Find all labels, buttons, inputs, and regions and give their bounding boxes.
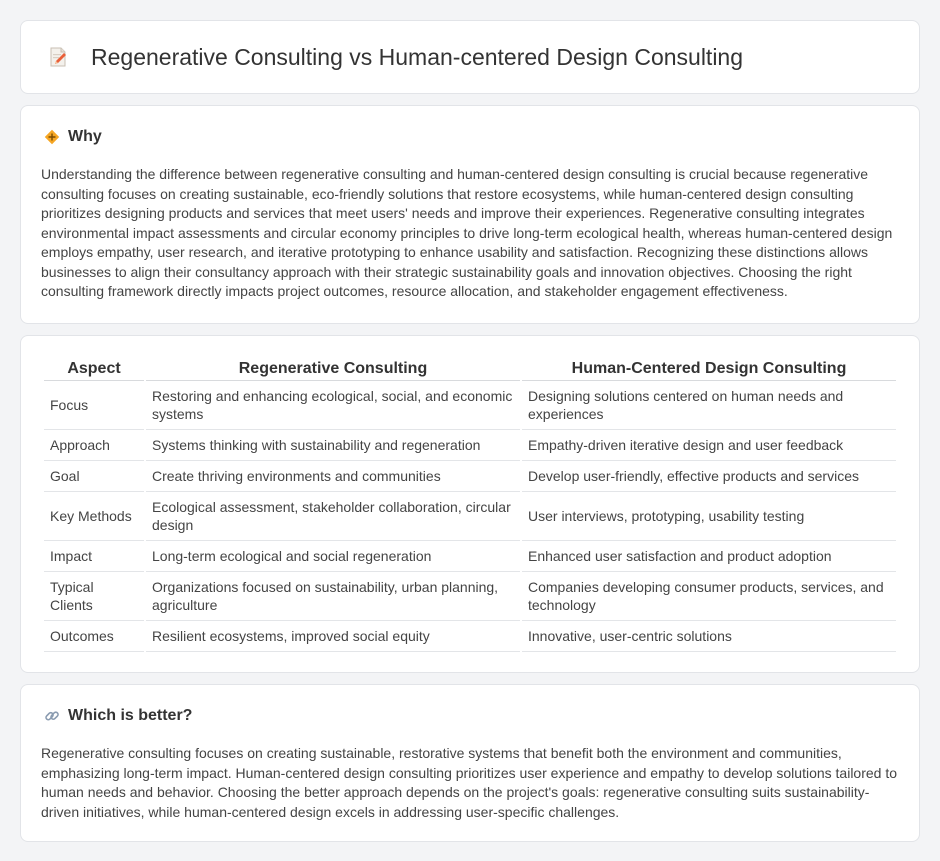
cell-aspect: Goal (44, 461, 144, 492)
header-card (20, 20, 920, 94)
cell-human-centered: Enhanced user satisfaction and product adoption (522, 541, 896, 572)
cell-human-centered: User interviews, prototyping, usability testing (522, 492, 896, 541)
table-row (44, 492, 896, 541)
why-heading-label: Why (68, 128, 102, 145)
cell-human-centered: Empathy-driven iterative design and user feedback (522, 430, 896, 461)
cell-aspect: Focus (44, 381, 144, 430)
why-section (20, 105, 920, 324)
header-human-centered: Human-Centered Design Consulting (522, 356, 896, 381)
cell-regenerative: Systems thinking with sustainability and regeneration (146, 430, 520, 461)
header-regenerative: Regenerative Consulting (146, 356, 520, 381)
cell-regenerative: Organizations focused on sustainability, urban planning, agriculture (146, 572, 520, 621)
cell-regenerative: Ecological assessment, stakeholder collaboration, circular design (146, 492, 520, 541)
better-heading (41, 707, 899, 725)
why-text: Understanding the difference between regenerative consulting and human-centered design consulting is crucial because regenerative consulting focuses on creating sustainable, eco-friendly solutions that restore ecosystems, while human-centered design consulting prioritizes designing products and services that meet users' needs and improve their experiences. Regenerative consulting integrates environmental impact assessments and circular economy principles to drive long-term ecological health, whereas human-centered design employs empathy, user research, and iterative prototyping to enhance usability and satisfaction. Recognizing these distinctions allows businesses to align their consultancy approach with their strategic sustainability goals and innovation objectives. Choosing the right consulting framework directly impacts project outcomes, resource allocation, and stakeholder engagement effectiveness. (41, 166, 893, 299)
cell-human-centered: Designing solutions centered on human needs and experiences (522, 381, 896, 430)
cell-aspect: Approach (44, 430, 144, 461)
cell-aspect: Outcomes (44, 621, 144, 652)
cell-aspect: Impact (44, 541, 144, 572)
cell-regenerative: Create thriving environments and communities (146, 461, 520, 492)
cell-aspect: Key Methods (44, 492, 144, 541)
table-row (44, 430, 896, 461)
cell-human-centered: Companies developing consumer products, services, and technology (522, 572, 896, 621)
table-row (44, 541, 896, 572)
page-title: Regenerative Consulting vs Human-centered Design Consulting (91, 43, 744, 70)
better-text: Regenerative consulting focuses on creating sustainable, restorative systems that benefit both the environment and communities, emphasizing long-term impact. Human-centered design consulting prioritizes user experience and empathy to develop solutions tailored to human needs and behavior. Choosing the better approach depends on the project's goals: regenerative consulting suits sustainability-driven initiatives, while human-centered design excels in addressing user-specific challenges. (41, 745, 898, 820)
table-row (44, 461, 896, 492)
comparison-table (42, 356, 898, 652)
better-heading-label: Which is better? (68, 707, 193, 724)
cell-regenerative: Long-term ecological and social regeneration (146, 541, 520, 572)
cell-human-centered: Develop user-friendly, effective products and services (522, 461, 896, 492)
cell-aspect: Typical Clients (44, 572, 144, 621)
table-row (44, 572, 896, 621)
header-aspect: Aspect (44, 356, 144, 381)
cell-regenerative: Restoring and enhancing ecological, social, and economic systems (146, 381, 520, 430)
comparison-table-card (20, 335, 920, 673)
which-is-better-section (20, 684, 920, 842)
table-header-row (44, 356, 896, 381)
cell-human-centered: Innovative, user-centric solutions (522, 621, 896, 652)
link-icon (43, 707, 61, 725)
table-row (44, 621, 896, 652)
document-pencil-icon (45, 44, 71, 70)
diamond-arrows-icon (43, 128, 61, 146)
why-heading (41, 128, 899, 146)
cell-regenerative: Resilient ecosystems, improved social equity (146, 621, 520, 652)
table-row (44, 381, 896, 430)
